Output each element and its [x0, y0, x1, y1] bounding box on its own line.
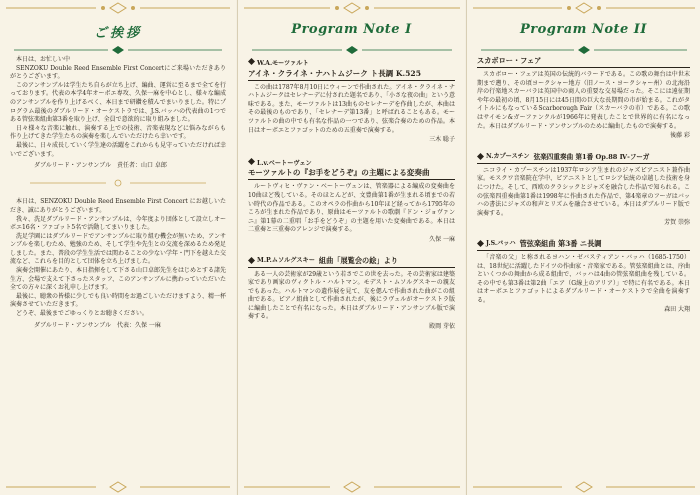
greeting-line: 日々様々な音楽に触れ、演奏する上での技術、音楽表現などに悩みながらも作り上げてきた学生たちの演奏を楽しんでいただけたら幸いです。	[10, 124, 226, 141]
piece-author: 後藤 彩	[670, 132, 690, 140]
greeting-content	[10, 56, 226, 481]
diamond-bullet-icon	[248, 58, 255, 65]
piece-heading	[477, 152, 690, 164]
title-ornament	[481, 46, 687, 54]
composer-name: L.v.ベートーヴェン	[257, 159, 312, 167]
greeting-line: 我々、洗足ダブルリード・アンサンブルは、今年度より団体として設立しオーボエ16名・ファゴット5名で活動してまいりました。	[10, 215, 226, 232]
piece-heading	[477, 239, 690, 251]
greeting-line: どうぞ、最後までごゆっくりとお聴きください。	[16, 310, 148, 318]
piece-text: ニコライ・カプースチンは1937年ロシア生まれのジャズピアニスト兼作曲家。モスクワ音楽院在学中、ピアニストとしてロシア伝統の卓越した技術を身につけた。そして、西欧のクラシックとジャズを融合した作品で知られる。この弦楽四重奏曲第1番は1998年に作曲された作品で、第4楽章のフーガはバッハの書法にジャズの和声とリズムを融合させている。本日はダブルリード版で演奏する。	[477, 166, 690, 217]
piece-author: 久保 一麻	[429, 235, 455, 243]
composer-name: W.A.モーツァルト	[257, 60, 309, 67]
greeting-line: 最後に、日々成長していく学生達の活躍をこれからも見守っていただければ幸いでございます。	[10, 141, 227, 158]
composer-name: N.カプースチン	[486, 152, 530, 160]
greeting-line: 本日は、SENZOKU Double Reed Ensemble First Concert にお越しいただき、誠にありがとうございます。	[10, 198, 226, 214]
title-ornament	[14, 46, 222, 54]
greeting-line: 最後に、聴衆の皆様に少しでも良い時間をお過ごしいただけますよう、精一杯演奏させていただきます。	[10, 292, 227, 309]
diamond-bullet-icon	[477, 153, 484, 160]
piece-composer	[248, 58, 455, 69]
greeting-line: 本日は、お忙しい中	[16, 56, 71, 63]
border-ornament-top	[244, 2, 460, 14]
panel-title: Program Note I	[291, 22, 412, 37]
border-ornament-top	[473, 2, 695, 14]
piece-heading	[248, 256, 455, 268]
panel-title: Program Note II	[520, 22, 647, 37]
piece-title: 弦楽四重奏曲 第1番 Op.88 Ⅳ-フーガ	[533, 152, 650, 161]
program-note-2-panel	[466, 0, 700, 495]
signature-1: ダブルリード・アンサンブル 責任者：山口 卓郎	[34, 162, 167, 170]
section-divider	[10, 179, 226, 187]
program-notes	[477, 56, 690, 481]
piece-note	[477, 56, 690, 141]
piece-title: スカボロー・フェア	[477, 56, 542, 65]
piece-text: この曲は1787年8月10日にウィーンで作曲された。アイネ・クライネ・ナハトムジークはセレナーデに付された題名であり、「小さな夜の曲」という意味である。また、モーツァルトは13曲ものセレナーデを作曲したが、本曲はその最後のものであり、「セレナーデ第13番」と呼ばれることもある。モーツァルトの曲の中でも有名な作品の一つであり、弦楽合奏のための作品。本日はオーボエとファゴットのための五重奏で演奏する。	[248, 83, 455, 134]
piece-text: ルートヴィヒ・ヴァン・ベートーヴェンは、管楽器による編成の変奏曲を10曲ほど残している。そのほとんどが、文豊曲第1番が生まれる頃までの若い時代の作品である。このオペラの作曲から10年ほど経ってから1795年のころが生まれた作品であり、原曲はモーツァルトの歌劇『ドン・ジョヴァンニ』第1幕の二重唱「お手をどうぞ」の主題を用いた変奏曲である。本日は二重奏と三重奏のアレンジで演奏する。	[248, 183, 455, 234]
greeting-line: 洗足学園にはダブルリードでアンサンブルに取り組む機会が無いため、アンサンブルを楽しむため、勉強のため、そして学生や先生との交流を深めるため発足しました。また、普段の学生生活では関わることの少ない学年・門下を越えた交流など、これらを目的として団体を立ち上げました。	[10, 232, 227, 266]
piece-title: モーツァルトの『お手をどうぞ』の主題による変奏曲	[248, 168, 455, 180]
piece-note	[477, 152, 690, 228]
piece-note	[477, 239, 690, 315]
piece-title: アイネ・クライネ・ナハトムジーク ト長調 K.525	[248, 69, 455, 81]
piece-composer	[248, 158, 455, 169]
border-ornament-bottom	[244, 481, 460, 493]
piece-heading	[477, 56, 690, 68]
diamond-bullet-icon	[248, 257, 255, 264]
program-note-1-panel	[237, 0, 465, 495]
piece-note	[248, 158, 455, 245]
border-ornament-bottom	[6, 481, 230, 493]
program-notes	[248, 56, 455, 481]
piece-note	[248, 58, 455, 145]
greeting-panel	[0, 0, 236, 495]
composer-name: J.S.バッハ	[486, 239, 516, 247]
diamond-bullet-icon	[477, 240, 484, 247]
piece-title: 管弦楽組曲 第3番 ニ長調	[519, 238, 602, 248]
piece-title: 組曲「展覧会の絵」より	[318, 255, 398, 265]
greeting-line: SENZOKU Double Reed Ensemble First Concertにご来場いただきありがとうございます。	[10, 64, 226, 81]
panel-title: ご挨拶	[93, 26, 142, 41]
signature-2: ダブルリード・アンサンブル 代表：久保 一麻	[34, 321, 161, 329]
piece-author: 芳賀 崇弥	[664, 219, 690, 227]
greeting-line: このアンサンブルは学生たち自らが立ち上げ、編曲、運営に至るまで全てを行っております。代表の本学4年オーボエ専攻、久保一麻を中心とし、様々な編成のアンサンブルを作り上げるべく、本日まで研鑽を積んでまいりました。特にプログラム最後のダブルリード・オーケストラでは、J.S.バッハの代表曲の1つである管弦楽組曲第3番を取り上げ、全員で意欲的に取り組みました。	[10, 81, 226, 124]
diamond-bullet-icon	[248, 158, 255, 165]
title-ornament	[252, 46, 452, 54]
border-ornament-bottom	[473, 481, 695, 493]
border-ornament-top	[6, 2, 230, 14]
piece-text: 「音楽の父」と称されるヨハン・ゼバスティアン・バッハ（1685-1750）は、18世紀に活躍したドイツの作曲家・音楽家である。管弦楽組曲とは、序曲といくつかの舞曲から成る組曲で、バッハは4曲の管弦楽組曲を残している。その中でも第3番は第2曲「エア（G線上のアリア）」で特に有名である。本日はオーボエとファゴットによるダブルリード・オーケストラで全曲を演奏する。	[477, 253, 690, 304]
piece-text: スカボロー・フェアは英国の伝統的バラードである。この歌の舞台は中世末期まで遡り、その頃ヨークシャー地方（旧ノース・ヨークシャー州）の北海沿岸の行楽地スカーバラは英国中の商人の重要な交易場だった。そこには遠征期や年の最初の頃、8月15日には45日間の巨大な長期間の市が始まる。これがタイトルにもなっているScarborough Fair（スカーバラの市）である。この歌はサイモン&ガーファンクルが1966年に発表したことで世界的に有名になった。本日はダブルリード・アンサンブルのために編曲したもので演奏する。	[477, 71, 690, 130]
piece-author: 森田 大翔	[664, 306, 690, 314]
piece-text: ある一人の芸術家が29歳という若さでこの世を去った。その芸術家は建築家であり画家のヴィクトル・ハルトマン。モデスト・ムソルグスキーの親友でもあった。ハルトマンの遺作展を見て、友を偲んで作曲された曲がこの組曲である。ピアノ組曲として作曲されたが、後にラヴェルがオーケストラ版に編曲したことで有名になった。本日はダブルリード・アンサンブル版で演奏する。	[248, 270, 455, 321]
composer-name: M.P.ムソルグスキー	[257, 256, 315, 264]
piece-author: 三木 聡子	[429, 136, 455, 144]
greeting-line: 演奏会開催にあたり、本日指揮をして下さる山口卓郎先生をはじめとする諸先生方、会場で支えて下さったスタッフ、このアンサンブルに携わっていただいた全ての方々に深くお礼申し上げます。	[10, 267, 227, 292]
piece-note	[248, 256, 455, 332]
piece-author: 殿岡 芽依	[429, 323, 455, 331]
